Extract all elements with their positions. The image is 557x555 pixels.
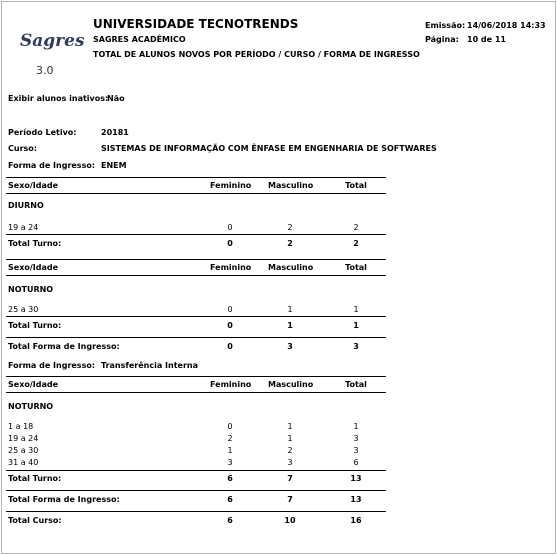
header-rule-top xyxy=(6,376,386,377)
curso-value: SISTEMAS DE INFORMAÇÃO COM ÊNFASE EM ENGENHARIA DE SOFTWARES xyxy=(101,144,437,153)
col-total: Total xyxy=(345,380,367,389)
inativos-label: Exibir alunos inativos: xyxy=(8,94,109,103)
sagres-logo-graphic xyxy=(18,24,85,84)
total-total: 13 xyxy=(350,474,362,483)
col-sexo-idade: Sexo/Idade xyxy=(8,263,59,272)
forma-total-total: 3 xyxy=(353,342,359,351)
row-idade: 19 a 24 xyxy=(8,223,39,232)
turno-label: DIURNO xyxy=(8,201,44,210)
row-feminino: 0 xyxy=(227,305,233,314)
forma-total-label: Total Forma de Ingresso: xyxy=(8,342,120,351)
periodo-label: Período Letivo: xyxy=(8,128,77,137)
forma-total-total: 13 xyxy=(350,495,362,504)
institution-name: UNIVERSIDADE TECNOTRENDS xyxy=(93,17,299,31)
row-idade: 25 a 30 xyxy=(8,446,39,455)
curso-total-masculino: 10 xyxy=(284,516,296,525)
logo-text: Sagres xyxy=(20,31,85,51)
report-frame xyxy=(1,1,556,554)
header-rule-bottom xyxy=(6,193,386,194)
col-total: Total xyxy=(345,181,367,190)
row-total: 1 xyxy=(353,422,359,431)
row-masculino: 2 xyxy=(287,223,293,232)
emissao-value: 14/06/2018 14:33 xyxy=(467,21,546,30)
forma-ingresso-label: Forma de Ingresso: xyxy=(8,361,96,370)
total-masculino: 1 xyxy=(287,321,293,330)
header-rule-top xyxy=(6,177,386,178)
header-rule-top xyxy=(6,259,386,260)
curso-label: Curso: xyxy=(8,144,37,153)
col-masculino: Masculino xyxy=(268,181,314,190)
turno-label: NOTURNO xyxy=(8,402,54,411)
header-rule-bottom xyxy=(6,275,386,276)
row-total: 6 xyxy=(353,458,359,467)
row-idade: 19 a 24 xyxy=(8,434,39,443)
total-feminino: 0 xyxy=(227,239,233,248)
row-masculino: 1 xyxy=(287,422,293,431)
forma-total-label: Total Forma de Ingresso: xyxy=(8,495,120,504)
total-turno-label: Total Turno: xyxy=(8,321,62,330)
row-total: 2 xyxy=(353,223,359,232)
forma-ingresso-value: Transferência Interna xyxy=(101,361,198,370)
header-rule-bottom xyxy=(6,392,386,393)
row-idade: 1 a 18 xyxy=(8,422,34,431)
logo-version: 3.0 xyxy=(36,64,54,77)
total-feminino: 6 xyxy=(227,474,233,483)
inativos-value: Não xyxy=(107,94,125,103)
col-sexo-idade: Sexo/Idade xyxy=(8,380,59,389)
curso-total-feminino: 6 xyxy=(227,516,233,525)
row-feminino: 3 xyxy=(227,458,233,467)
forma-total-feminino: 0 xyxy=(227,342,233,351)
forma-ingresso-value: ENEM xyxy=(101,161,127,170)
row-masculino: 1 xyxy=(287,434,293,443)
system-name: SAGRES ACADÊMICO xyxy=(93,35,186,44)
row-feminino: 1 xyxy=(227,446,233,455)
row-masculino: 3 xyxy=(287,458,293,467)
forma-total-masculino: 7 xyxy=(287,495,293,504)
total-turno-label: Total Turno: xyxy=(8,474,62,483)
total-total: 2 xyxy=(353,239,359,248)
sagres-logo xyxy=(18,24,85,84)
col-feminino: Feminino xyxy=(210,263,252,272)
row-idade: 31 a 40 xyxy=(8,458,39,467)
row-idade: 25 a 30 xyxy=(8,305,39,314)
total-masculino: 2 xyxy=(287,239,293,248)
report-title: TOTAL DE ALUNOS NOVOS POR PERÍODO / CURSO / FORMA DE INGRESSO xyxy=(93,50,420,59)
periodo-value: 20181 xyxy=(101,128,129,137)
col-masculino: Masculino xyxy=(268,380,314,389)
col-masculino: Masculino xyxy=(268,263,314,272)
col-total: Total xyxy=(345,263,367,272)
total-rule xyxy=(6,234,386,235)
row-feminino: 0 xyxy=(227,422,233,431)
col-sexo-idade: Sexo/Idade xyxy=(8,181,59,190)
total-turno-label: Total Turno: xyxy=(8,239,62,248)
curso-total-rule xyxy=(6,511,386,512)
total-total: 1 xyxy=(353,321,359,330)
row-total: 3 xyxy=(353,434,359,443)
total-rule xyxy=(6,316,386,317)
row-total: 3 xyxy=(353,446,359,455)
row-feminino: 2 xyxy=(227,434,233,443)
row-masculino: 2 xyxy=(287,446,293,455)
total-masculino: 7 xyxy=(287,474,293,483)
col-feminino: Feminino xyxy=(210,380,252,389)
col-feminino: Feminino xyxy=(210,181,252,190)
row-total: 1 xyxy=(353,305,359,314)
pagina-value: 10 de 11 xyxy=(467,35,506,44)
forma-total-masculino: 3 xyxy=(287,342,293,351)
forma-total-rule xyxy=(6,490,386,491)
forma-total-feminino: 6 xyxy=(227,495,233,504)
total-rule xyxy=(6,470,386,471)
pagina-label: Página: xyxy=(425,35,459,44)
curso-total-label: Total Curso: xyxy=(8,516,62,525)
forma-ingresso-label: Forma de Ingresso: xyxy=(8,161,96,170)
curso-total-total: 16 xyxy=(350,516,362,525)
forma-total-rule xyxy=(6,337,386,338)
row-masculino: 1 xyxy=(287,305,293,314)
total-feminino: 0 xyxy=(227,321,233,330)
row-feminino: 0 xyxy=(227,223,233,232)
emissao-label: Emissão: xyxy=(425,21,466,30)
turno-label: NOTURNO xyxy=(8,285,54,294)
